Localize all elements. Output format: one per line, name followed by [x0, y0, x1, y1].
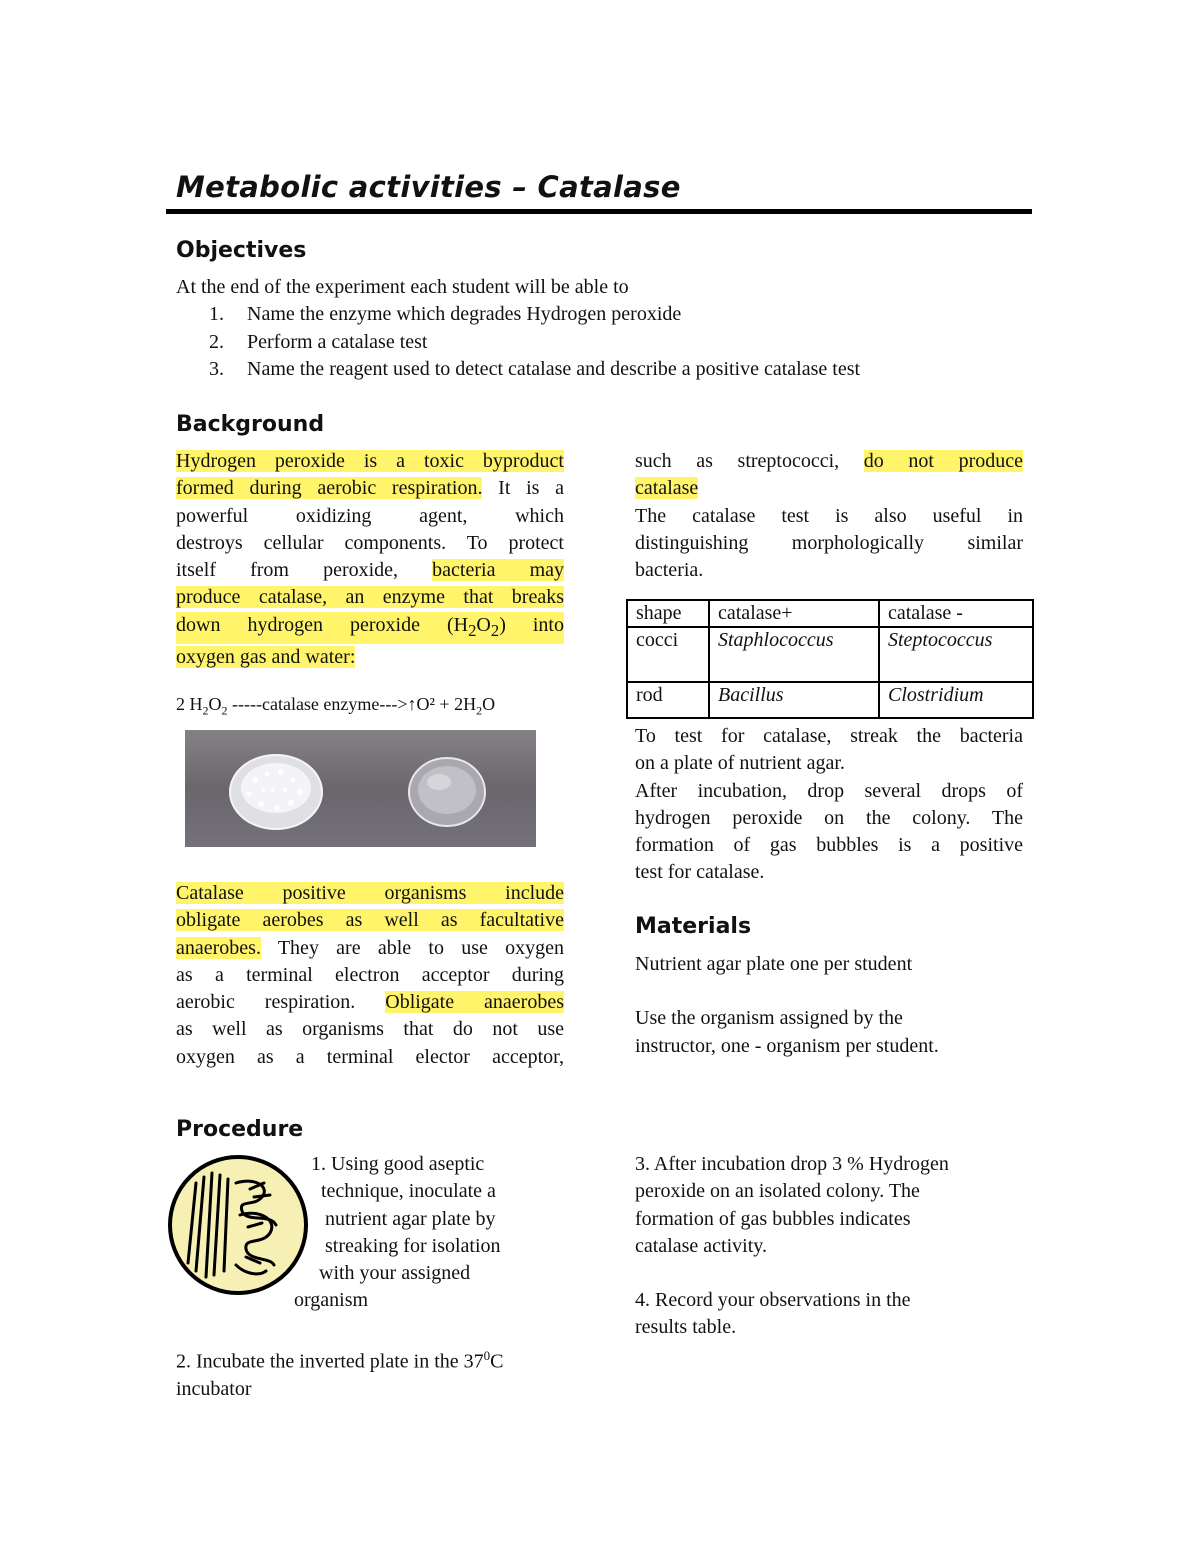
objective-number: 1. [209, 303, 224, 326]
text-segment: O [476, 613, 491, 636]
text-line: distinguishing morphologically similar [635, 531, 1023, 554]
highlighted-text: do not produce [863, 450, 1023, 472]
text-segment: C [490, 1350, 504, 1373]
text-line: on a plate of nutrient agar. [635, 752, 845, 775]
table-cell: Bacillus [709, 682, 879, 718]
catalase-table [626, 599, 1034, 719]
text-segment: ) into [499, 613, 564, 636]
text-line: formation of gas bubbles is a positive [635, 834, 1023, 857]
text-line: catalase activity. [635, 1234, 767, 1257]
text-line: streaking for isolation [325, 1235, 501, 1257]
objectives-list [176, 301, 996, 383]
subscript: 2 [468, 620, 477, 640]
table-header-cell: catalase+ [709, 600, 879, 627]
text-line [176, 584, 564, 611]
subscript: 2 [476, 703, 483, 718]
background-heading: Background [176, 412, 325, 437]
procedure-heading: Procedure [176, 1117, 304, 1142]
table-cell: Staphlococcus [709, 627, 879, 682]
objective-number: 2. [209, 330, 224, 353]
table-cell: cocci [627, 627, 709, 682]
objective-item [176, 356, 996, 383]
equation-part: 2 H [176, 694, 203, 714]
text-line [176, 880, 564, 907]
procedure-step-3 [635, 1151, 1035, 1260]
page-title: Metabolic activities – Catalase [176, 170, 681, 204]
text-line: powerful oxidizing agent, which [176, 504, 564, 527]
highlighted-text: bacteria may [432, 559, 564, 582]
text-line [176, 907, 564, 934]
text-line: Use the organism assigned by the [635, 1007, 903, 1030]
table-header-cell: shape [627, 600, 709, 627]
text-line: instructor, one - organism per student. [635, 1034, 939, 1057]
highlighted-text: oxygen gas and water: [176, 646, 356, 669]
text-line: results table. [635, 1316, 737, 1339]
background-continued [635, 448, 1023, 584]
table-cell: rod [627, 682, 709, 718]
text-line [176, 557, 564, 584]
text-line: Nutrient agar plate one per student [635, 953, 913, 975]
subscript: 2 [490, 620, 500, 640]
text-line [176, 612, 564, 644]
text-line: oxygen as a terminal elector acceptor, [176, 1045, 564, 1068]
title-rule [166, 209, 1032, 214]
objective-number: 3. [209, 357, 224, 380]
table-row [627, 627, 1033, 682]
table-header-row [627, 600, 1033, 627]
equation-part: -----catalase enzyme--->↑O² + 2H [227, 694, 477, 714]
equation-part: O [482, 694, 496, 714]
materials-heading: Materials [635, 914, 752, 939]
text-line [176, 475, 564, 502]
text-line: with your assigned [319, 1262, 471, 1284]
text-line: as well as organisms that do not use [176, 1018, 564, 1041]
text-line: To test for catalase, streak the bacteria [635, 725, 1023, 747]
text-segment: itself from peroxide, [176, 559, 399, 582]
text-line: hydrogen peroxide on the colony. The [635, 806, 1023, 829]
objective-text: Name the reagent used to detect catalase and describe a positive catalase test [247, 357, 861, 380]
equation-part: O [208, 694, 222, 714]
text-line: 1. Using good aseptic [311, 1153, 485, 1175]
table-header-cell: catalase - [879, 600, 1033, 627]
background-paragraph-1 [176, 448, 564, 671]
text-line [176, 448, 564, 475]
text-line: test for catalase. [635, 861, 765, 884]
text-line [176, 989, 564, 1016]
text-line: incubator [176, 1377, 252, 1400]
background-paragraph-2 [176, 880, 564, 1071]
text-line: After incubation, drop several drops of [635, 779, 1023, 802]
text-line: formation of gas bubbles indicates [635, 1207, 911, 1230]
highlighted-text: Catalase positive organisms include [176, 882, 564, 904]
highlighted-text: obligate aerobes as well as facultative [176, 909, 564, 932]
text-segment: such as streptococci, [635, 450, 840, 472]
reaction-equation [176, 694, 495, 719]
procedure-step-4 [635, 1287, 1035, 1342]
text-line [176, 644, 564, 671]
objective-text: Perform a catalase test [247, 330, 428, 353]
objective-text: Name the enzyme which degrades Hydrogen peroxide [247, 303, 682, 326]
text-line: 3. After incubation drop 3 % Hydrogen [635, 1153, 949, 1175]
text-segment: 2. Incubate the inverted plate in the 37 [176, 1350, 484, 1373]
text-line [176, 935, 564, 962]
materials-text [635, 951, 1035, 1060]
text-segment: down hydrogen peroxide (H [176, 613, 469, 636]
table-cell: Steptococcus [879, 627, 1033, 682]
highlighted-text: anaerobes. [176, 936, 261, 959]
text-segment: They are able to use oxygen [277, 936, 564, 959]
objective-item [176, 329, 996, 356]
procedure-step-1 [176, 1151, 596, 1321]
objectives-section [176, 274, 996, 383]
subscript: 2 [202, 703, 209, 718]
text-line [176, 1342, 596, 1376]
bubbles-illustration [185, 730, 536, 847]
highlighted-text: produce catalase, an enzyme that breaks [176, 586, 564, 609]
subscript: 2 [221, 703, 228, 718]
text-line: destroys cellular components. To protect [176, 531, 564, 554]
text-segment: aerobic respiration. [176, 991, 356, 1014]
table-row [627, 682, 1033, 718]
highlighted-text: catalase [635, 477, 699, 500]
highlighted-text: formed during aerobic respiration. [176, 477, 483, 500]
spacer [635, 978, 1035, 1005]
text-line: as a terminal electron acceptor during [176, 963, 564, 986]
table-cell: Clostridium [879, 682, 1033, 718]
text-line [635, 448, 1023, 475]
text-line: technique, inoculate a [321, 1180, 496, 1202]
highlighted-text: Hydrogen peroxide is a toxic byproduct [176, 450, 564, 472]
text-line: nutrient agar plate by [325, 1208, 496, 1230]
objectives-heading: Objectives [176, 238, 307, 263]
catalase-test-photo [185, 730, 536, 847]
text-line: organism [294, 1289, 369, 1311]
text-line: peroxide on an isolated colony. The [635, 1180, 920, 1203]
text-line [635, 475, 1023, 502]
text-line: bacteria. [635, 559, 704, 582]
superscript: 0 [483, 1348, 491, 1363]
test-paragraph [635, 723, 1023, 887]
objective-item [176, 301, 996, 328]
objectives-intro: At the end of the experiment each student will be able to [176, 276, 629, 298]
highlighted-text: Obligate anaerobes [385, 991, 565, 1014]
text-line: 4. Record your observations in the [635, 1289, 911, 1311]
text-line: The catalase test is also useful in [635, 504, 1023, 527]
procedure-step-2 [176, 1342, 596, 1403]
text-segment: It is a [498, 477, 564, 500]
